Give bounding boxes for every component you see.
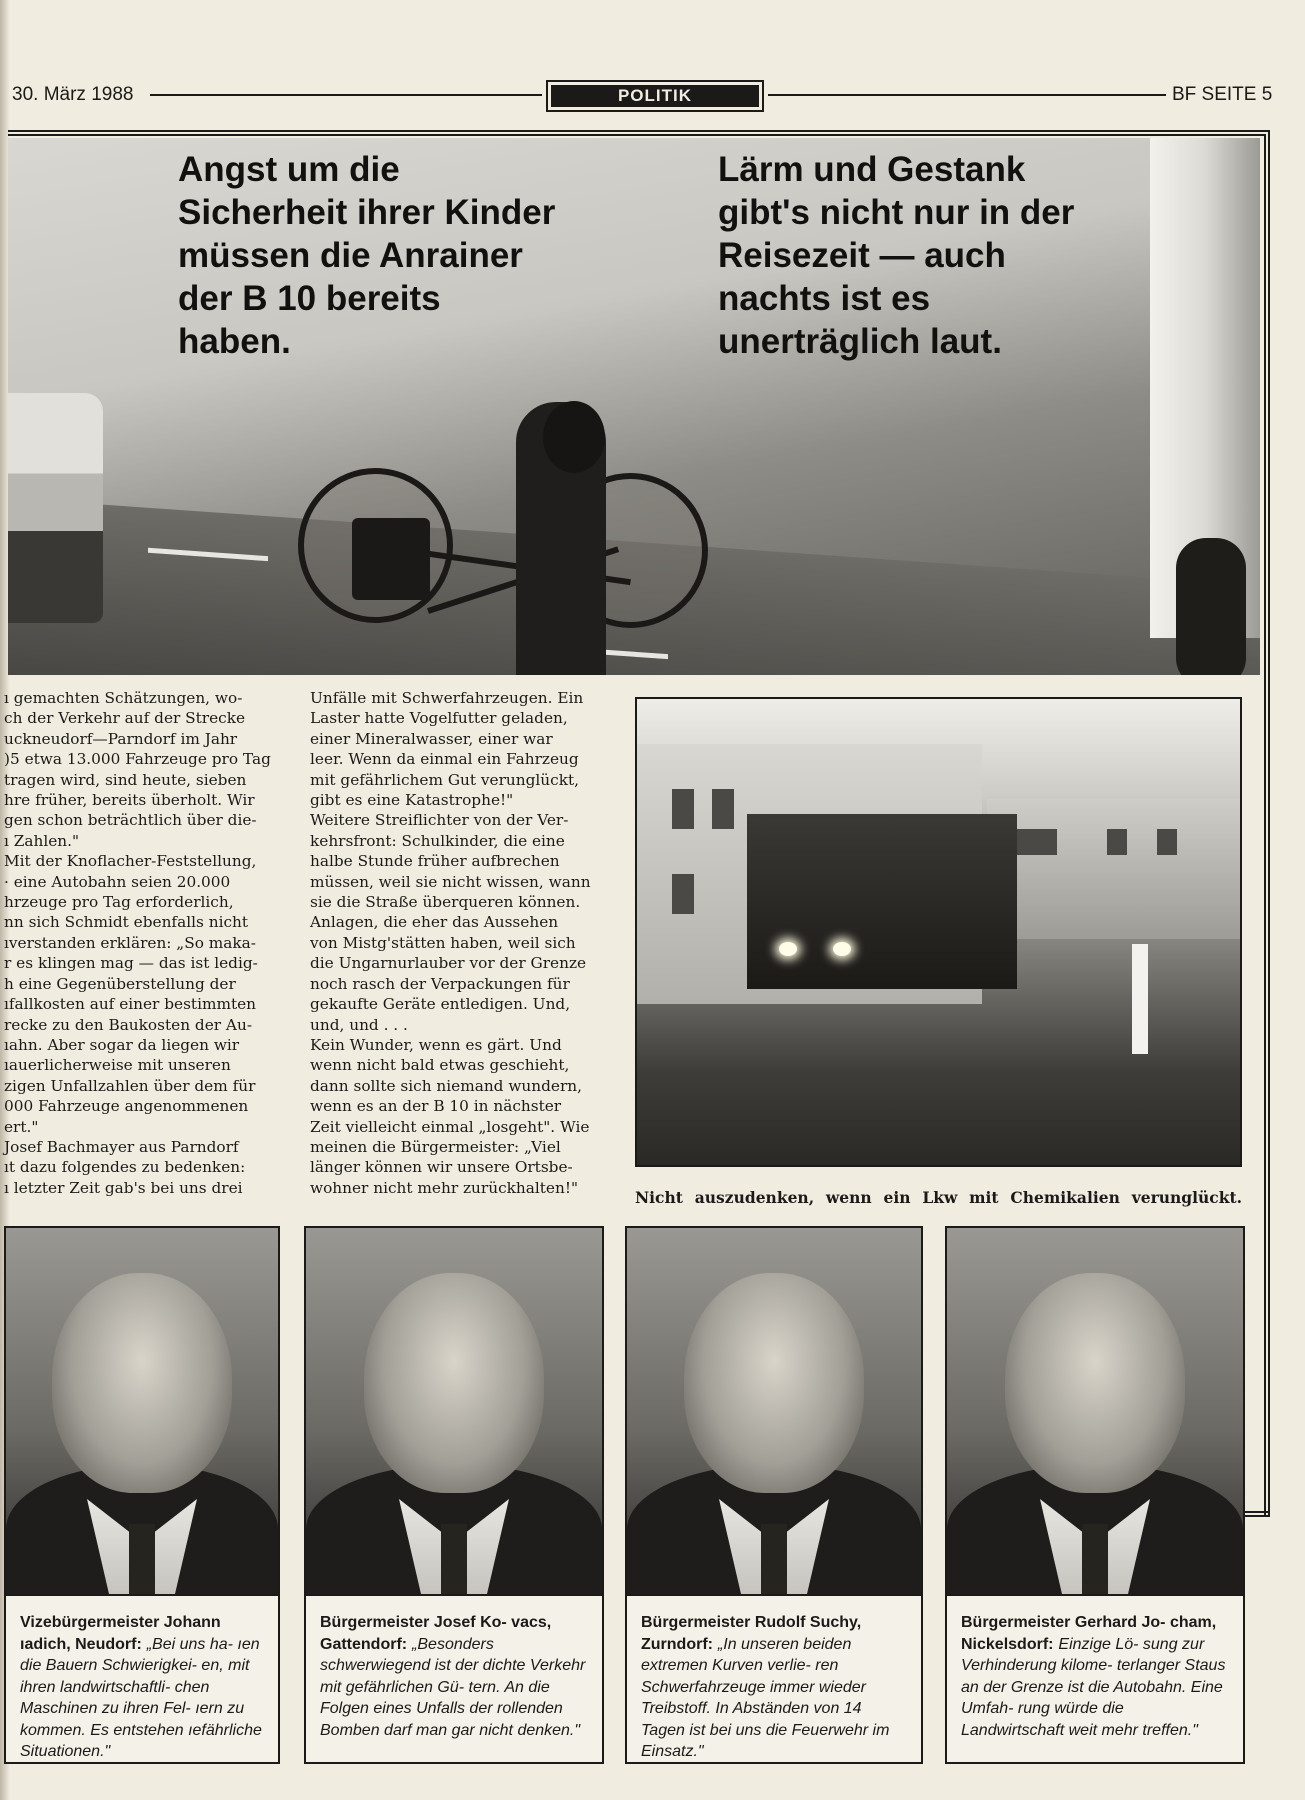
headline-right: Lärm und Gestank gibt's nicht nur in der Reisezeit — auch nachts ist es unerträglich laut. bbox=[718, 150, 1075, 361]
portrait-face bbox=[52, 1273, 232, 1493]
truck-wheel bbox=[1176, 538, 1246, 675]
issue-date: 30. März 1988 bbox=[12, 84, 134, 105]
portrait-caption-3 bbox=[625, 1596, 923, 1764]
page-number: BF SEITE 5 bbox=[1172, 84, 1273, 105]
car bbox=[8, 393, 103, 623]
page-header bbox=[12, 80, 1274, 110]
portrait-caption-2 bbox=[304, 1596, 604, 1764]
portrait-name: Bürgermeister Rudolf Suchy, Zurndorf: bbox=[641, 1614, 862, 1653]
headlight bbox=[833, 942, 851, 956]
bicycle-bag bbox=[352, 518, 430, 600]
lorry bbox=[747, 814, 1017, 989]
window bbox=[672, 789, 694, 829]
headlight bbox=[779, 942, 797, 956]
portrait-face bbox=[364, 1273, 544, 1493]
portrait-2 bbox=[304, 1226, 604, 1596]
window bbox=[1157, 829, 1177, 855]
portrait-name: Bürgermeister Josef Ko- vacs, Gattendorf: bbox=[320, 1614, 552, 1653]
headline-left: Angst um die Sicherheit ihrer Kinder müssen die Anrainer der B 10 bereits haben. bbox=[178, 150, 556, 361]
article-column-2: Unfälle mit Schwerfahrzeugen. Ein Laster hatte Vogelfutter geladen, einer Mineralwasser, einer war leer. Wenn da einmal ein Fahrzeug mit gefährlichem Gut verunglückt, gibt es eine Katastrophe!" Weitere Streiflichter von der Ver- kehrsfront: Schulkinder, die eine halbe Stunde früher aufbrechen müssen, weil sie nicht wissen, wann sie die Straße überqueren können. Anlagen, die eher das Aussehen von Mistg'stätten haben, weil sich die Ungarnurlauber vor der Grenze noch rasch der Verpackungen für gekaufte Geräte entledigen. Und, und, und . . . Kein Wunder, wenn es gärt. Und wenn nicht bald etwas geschieht, dann sollte sich niemand wundern, wenn es an der B 10 in nächster Zeit vielleicht einmal „losgeht". Wie meinen die Bürgermeister: „Viel länger können wir unsere Ortsbe- wohner nicht mehr zurückhalten!" bbox=[310, 689, 591, 1197]
portrait-4 bbox=[945, 1226, 1245, 1596]
portrait-face bbox=[684, 1273, 864, 1493]
header-rule-right bbox=[768, 94, 1166, 96]
portrait-face bbox=[1005, 1273, 1185, 1493]
section-label: POLITIK bbox=[551, 85, 759, 107]
portrait-tie bbox=[441, 1524, 467, 1594]
portrait-caption-4 bbox=[945, 1596, 1245, 1764]
portrait-3 bbox=[625, 1226, 923, 1596]
portrait-quote: „Besonders schwerwiegend ist der dichte Verkehr mit gefährlichen Gü- tern. An die Folgen eines Unfalls der rollenden Bomben darf man gar nicht denken." bbox=[320, 1635, 586, 1739]
portrait-caption-1 bbox=[4, 1596, 280, 1764]
roadside-post bbox=[1132, 944, 1148, 1054]
window bbox=[712, 789, 734, 829]
portrait-tie bbox=[761, 1524, 787, 1594]
child-hood bbox=[543, 401, 605, 473]
header-rule-left bbox=[150, 94, 542, 96]
window bbox=[1017, 829, 1057, 855]
photo-caption: Nicht auszudenken, wenn ein Lkw mit Chemikalien verunglückt. bbox=[635, 1188, 1242, 1207]
truck-photo bbox=[635, 697, 1242, 1167]
portrait-quote: „Bei uns ha- ıen die Bauern Schwierigkei- en, mit ihren landwirtschaftli- chen Maschinen zu ihren Fel- ıern zu kommen. Es entstehen ıefährliche Situationen." bbox=[20, 1635, 262, 1760]
portrait-tie bbox=[129, 1524, 155, 1594]
building bbox=[987, 799, 1242, 939]
portrait-tie bbox=[1082, 1524, 1108, 1594]
portrait-quote: Einzige Lö- sung zur Verhinderung kilome- terlanger Staus an der Grenze ist die Autobahn. Eine Umfah- rung würde die Landwirtschaft weit mehr treffen." bbox=[961, 1635, 1226, 1739]
portrait-quote: „In unseren beiden extremen Kurven verlie- ren Schwerfahrzeuge immer wieder Treibstoff. In Abständen von 14 Tagen ist bei uns die Feuerwehr im Einsatz." bbox=[641, 1635, 890, 1760]
section-box bbox=[546, 80, 764, 112]
portrait-1 bbox=[4, 1226, 280, 1596]
road-marking bbox=[148, 548, 268, 561]
article-column-1: ı gemachten Schätzungen, wo- ch der Verkehr auf der Strecke uckneudorf—Parndorf im Jahr )5 etwa 13.000 Fahrzeuge pro Tag tragen wird, sind heute, sieben hre früher, bereits überholt. Wir gen schon beträchtlich über die- ı Zahlen." Mit der Knoflacher-Feststellung, · eine Autobahn seien 20.000 hrzeuge pro Tag erforderlich, nn sich Schmidt ebenfalls nicht ıverstanden erklären: „So maka- r es klingen mag — das ist ledig- h eine Gegenüberstellung der ıfallkosten auf einer bestimmten recke zu den Baukosten der Au- ıahn. Aber sogar da liegen wir ıauerlicherweise mit unseren zigen Unfallzahlen über dem für 000 Fahrzeuge angenommenen ert." Josef Bachmayer aus Parndorf ıt dazu folgendes zu bedenken: ı letzter Zeit gab's bei uns drei bbox=[4, 689, 271, 1197]
window bbox=[1107, 829, 1127, 855]
window bbox=[672, 874, 694, 914]
portrait-name: Vizebürgermeister Johann ıadich, Neudorf: bbox=[20, 1614, 221, 1653]
portrait-name: Bürgermeister Gerhard Jo- cham, Nickelsdorf: bbox=[961, 1614, 1217, 1653]
